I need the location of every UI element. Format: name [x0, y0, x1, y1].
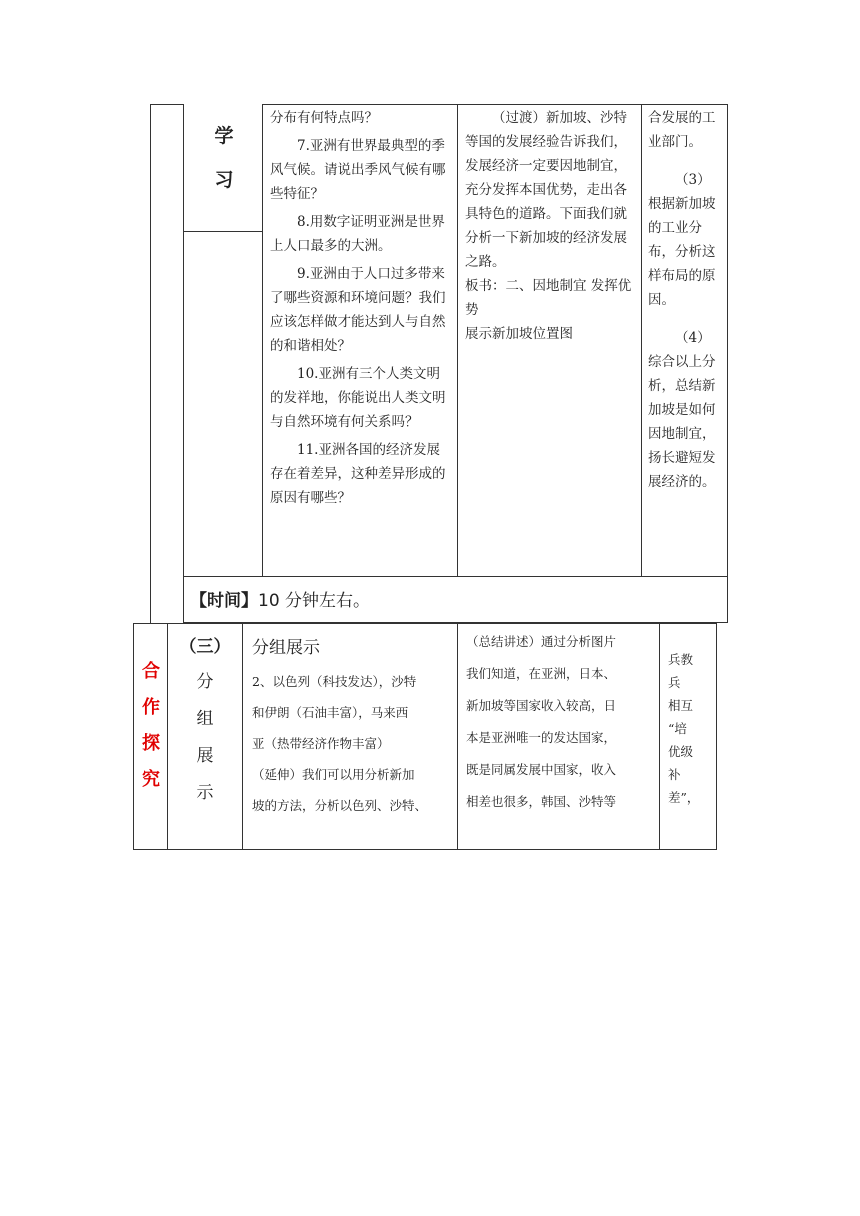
peer-help-line: “培	[668, 721, 687, 736]
table-border	[727, 104, 728, 623]
stage-label-char: 学	[214, 125, 234, 147]
table-border	[133, 849, 717, 850]
question-text: 7.亚洲有世界最典型的季风气候。请说出季风气候有哪些特征？	[270, 138, 446, 202]
step-label-chars	[169, 664, 241, 812]
step-label-char: 展	[196, 746, 214, 766]
table-border	[183, 576, 728, 577]
table-border	[133, 623, 134, 850]
content-line: 2、以色列（科技发达），沙特	[252, 674, 417, 689]
question-text: 8.用数字证明亚洲是世界上人口最多的大洲。	[270, 214, 445, 254]
teacher-text: 展示新加坡位置图	[465, 326, 573, 342]
teacher-summary-column	[466, 626, 656, 818]
content-line: 和伊朗（石油丰富），马来西	[252, 705, 409, 720]
table-border	[262, 104, 263, 576]
question-text: 10.亚洲有三个人类文明的发祥地，你能说出人类文明与自然环境有何关系吗？	[270, 366, 446, 430]
teacher-summary-line: 本是亚洲唯一的发达国家，	[466, 730, 617, 745]
table-border	[133, 623, 717, 624]
table-border	[457, 104, 458, 576]
peer-help-line: 优级	[668, 744, 694, 759]
table-border	[183, 231, 262, 232]
question-text: 9.亚洲由于人口过多带来了哪些资源和环境问题？我们应该怎样做才能达到人与自然的和谐相处？	[270, 266, 446, 354]
student-column	[648, 106, 722, 498]
peer-help-column	[668, 648, 712, 809]
teacher-text: 板书：二、因地制宜 发挥优势	[465, 278, 632, 318]
step-number: （三）	[179, 637, 231, 657]
question-text: 11.亚洲各国的经济发展存在着差异，这种差异形成的原因有哪些？	[270, 442, 446, 506]
student-text: （3）根据新加坡的工业分布，分析这样布局的原因。	[648, 172, 716, 308]
content-title: 分组展示	[252, 638, 320, 658]
section-label-char: 合	[142, 661, 160, 682]
peer-help-line: 兵教	[668, 652, 694, 667]
step-label-char: 组	[196, 709, 214, 729]
time-label: 【时间】	[190, 591, 258, 611]
student-text: 合发展的工业部门。	[648, 110, 716, 150]
peer-help-line: 兵	[668, 675, 681, 690]
teacher-column	[465, 106, 635, 346]
stage-label	[204, 114, 244, 202]
section-label	[138, 654, 164, 798]
section-label-char: 探	[142, 733, 160, 754]
section-label-char: 作	[142, 697, 160, 718]
content-line: 坡的方法，分析以色列、沙特、	[252, 798, 428, 813]
teacher-summary-line: （总结讲述）通过分析图片	[466, 634, 617, 649]
student-text: （4）综合以上分析，总结新加坡是如何因地制宜，扬长避短发展经济的。	[648, 330, 716, 490]
teacher-summary-line: 我们知道，在亚洲，日本、	[466, 666, 617, 681]
content-line: 亚（热带经济作物丰富）	[252, 736, 390, 751]
table-border	[659, 623, 660, 850]
time-value: 10 分钟左右。	[258, 591, 371, 611]
question-text: 分布有何特点吗？	[270, 110, 378, 126]
table-border	[167, 623, 168, 850]
table-border	[242, 623, 243, 850]
step-label-char: 分	[196, 672, 214, 692]
teacher-summary-line: 相差也很多，韩国、沙特等	[466, 794, 617, 809]
step-label	[169, 634, 241, 812]
table-border	[457, 623, 458, 850]
section-label-char: 究	[142, 769, 160, 790]
content-column	[252, 634, 455, 821]
table-border	[716, 623, 717, 850]
table-border	[150, 104, 151, 623]
table-border	[262, 104, 728, 105]
step-label-char: 示	[196, 783, 214, 803]
stage-label-char: 习	[214, 169, 234, 191]
table-border	[641, 104, 642, 576]
peer-help-line: 相互	[668, 698, 694, 713]
table-border	[150, 104, 183, 105]
questions-column	[270, 106, 451, 514]
teacher-summary-line: 既是同属发展中国家，收入	[466, 762, 617, 777]
peer-help-line: 补	[668, 767, 681, 782]
content-line: （延伸）我们可以用分析新加	[252, 767, 415, 782]
table-border	[183, 104, 184, 623]
time-row	[190, 588, 370, 614]
peer-help-line: 差”，	[668, 790, 700, 805]
teacher-summary-line: 新加坡等国家收入较高，日	[466, 698, 617, 713]
teacher-text: （过渡）新加坡、沙特等国的发展经验告诉我们，发展经济一定要因地制宜，充分发挥本国优势，走出各具特色的道路。下面我们就分析一下新加坡的经济发展之路。	[465, 110, 627, 270]
